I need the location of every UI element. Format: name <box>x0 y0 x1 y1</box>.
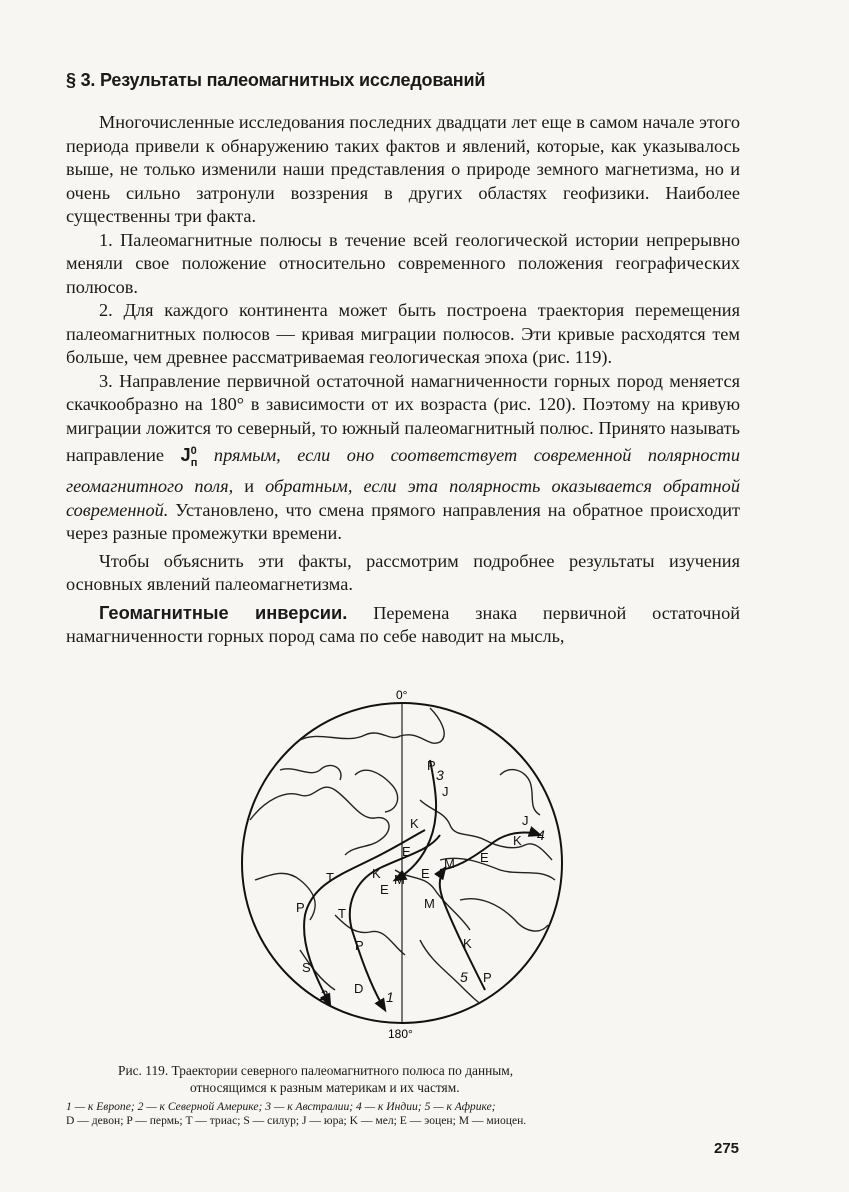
section-title: § 3. Результаты палеомагнитных исследований <box>66 70 486 90</box>
curve-2-north-america <box>304 830 425 1005</box>
paragraph-fact-1: 1. Палеомагнитные полюсы в течение всей геологической истории непрерывно меняли свое положение относительно современного положения географических полюсов. <box>66 229 740 297</box>
fact3-end: Установлено, что смена прямого направления на обратное происходит через разные промежутки времени. <box>66 499 740 544</box>
fact3-and: и <box>233 476 266 497</box>
caption-line-1: Рис. 119. Траектории северного палеомагнитного полюса по данным, <box>118 1063 514 1078</box>
globe-outline <box>242 703 562 1023</box>
label-c3-J: J <box>442 784 449 799</box>
legend-line-2: D — девон; P — пермь; T — триас; S — силур; J — юра; K — мел; E — эоцен; M — миоцен. <box>66 1114 527 1127</box>
paragraph-fact-3 <box>66 370 740 546</box>
label-c2-T: T <box>326 870 334 885</box>
label-c5-M: M <box>424 896 435 911</box>
paragraph-intro: Многочисленные исследования последних двадцати лет еще в самом начале этого периода привели к обнаружению таких фактов и явлений, которые, как указывалось выше, не только изменили наши представления о природе земного магнетизма, но и очень сильно затронули воззрения в других областях геофизики. Наиболее существенны три факта. <box>66 112 740 226</box>
label-c1-E: E <box>380 882 389 897</box>
label-c2-S: S <box>302 960 311 975</box>
inversions-title: Геомагнитные инверсии. <box>99 601 348 623</box>
caption-line-2: относящимся к разным материкам и их частям. <box>190 1080 460 1095</box>
label-c2-M: M <box>394 872 405 887</box>
curve-1-europe <box>350 835 440 1010</box>
label-180deg: 180° <box>388 1027 413 1041</box>
figure-legend <box>66 1100 746 1128</box>
label-0deg: 0° <box>396 688 408 702</box>
label-c2-K: K <box>410 816 419 831</box>
fact3-italic-direct: прямым, если оно соответствует современной полярности геомагнитного поля, <box>66 445 741 497</box>
curve-number-3: 3 <box>436 767 444 783</box>
label-c3-P: P <box>427 758 436 773</box>
label-c4-E: E <box>480 850 489 865</box>
page-number: 275 <box>714 1140 740 1157</box>
fact3-italic-reverse: обратным, если эта полярность оказывается обратной современной. <box>66 476 740 520</box>
paragraph-explain: Чтобы объяснить эти факты, рассмотрим подробнее результаты изучения основных явлений палеомагнетизма. <box>66 550 740 595</box>
curve-number-1: 1 <box>386 989 394 1005</box>
curve-number-4: 4 <box>537 827 545 843</box>
curve-number-2: 2 <box>320 987 328 1003</box>
fact3-text: 3. Направление первичной остаточной намагниченности горных пород меняется скачкообразно на 180° в зависимости от их возраста (рис. 120). Поэтому на кривую миграции ложится то северный, то южный палеомагнитный полюс. Принято называть направление <box>66 370 740 466</box>
label-c1-T: T <box>338 906 346 921</box>
symbol-j: $J^0_п$ <box>180 444 198 469</box>
label-c4-K: K <box>513 833 522 848</box>
curve-number-5: 5 <box>460 969 468 985</box>
label-c1-D: D <box>354 981 364 996</box>
label-c2-P: P <box>296 900 305 915</box>
migration-curves <box>304 760 540 1010</box>
curve-5-africa <box>440 868 485 990</box>
continent-outlines <box>250 708 555 1010</box>
label-c1-P: P <box>355 938 364 953</box>
label-c1-K: K <box>372 866 381 881</box>
page-text <box>66 70 740 649</box>
inversions-text: Перемена знака первичной остаточной намагниченности горных пород сама по себе наводит на мысль, <box>66 602 741 647</box>
legend-line-1: 1 — к Европе; 2 — к Северной Америке; 3 — к Австралии; 4 — к Индии; 5 — к Африке; <box>66 1100 496 1113</box>
label-c4-J: J <box>522 813 529 828</box>
curve-3-australia <box>395 760 436 880</box>
label-c5-E: E <box>421 866 430 881</box>
label-c4-M: M <box>444 856 455 871</box>
curve-4-india <box>440 832 540 870</box>
label-c5-K: K <box>463 936 472 951</box>
label-c3-E: E <box>402 844 411 859</box>
paragraph-fact-2: 2. Для каждого континента может быть построена траектория перемещения палеомагнитных полюсов — кривая миграции полюсов. Эти кривые расходятся тем больше, чем древнее рассматриваемая геологическая эпоха (рис. 119). <box>66 300 740 367</box>
paragraph-inversions <box>66 601 740 649</box>
curve-labels <box>296 758 545 1005</box>
label-c5-P: P <box>483 970 492 985</box>
